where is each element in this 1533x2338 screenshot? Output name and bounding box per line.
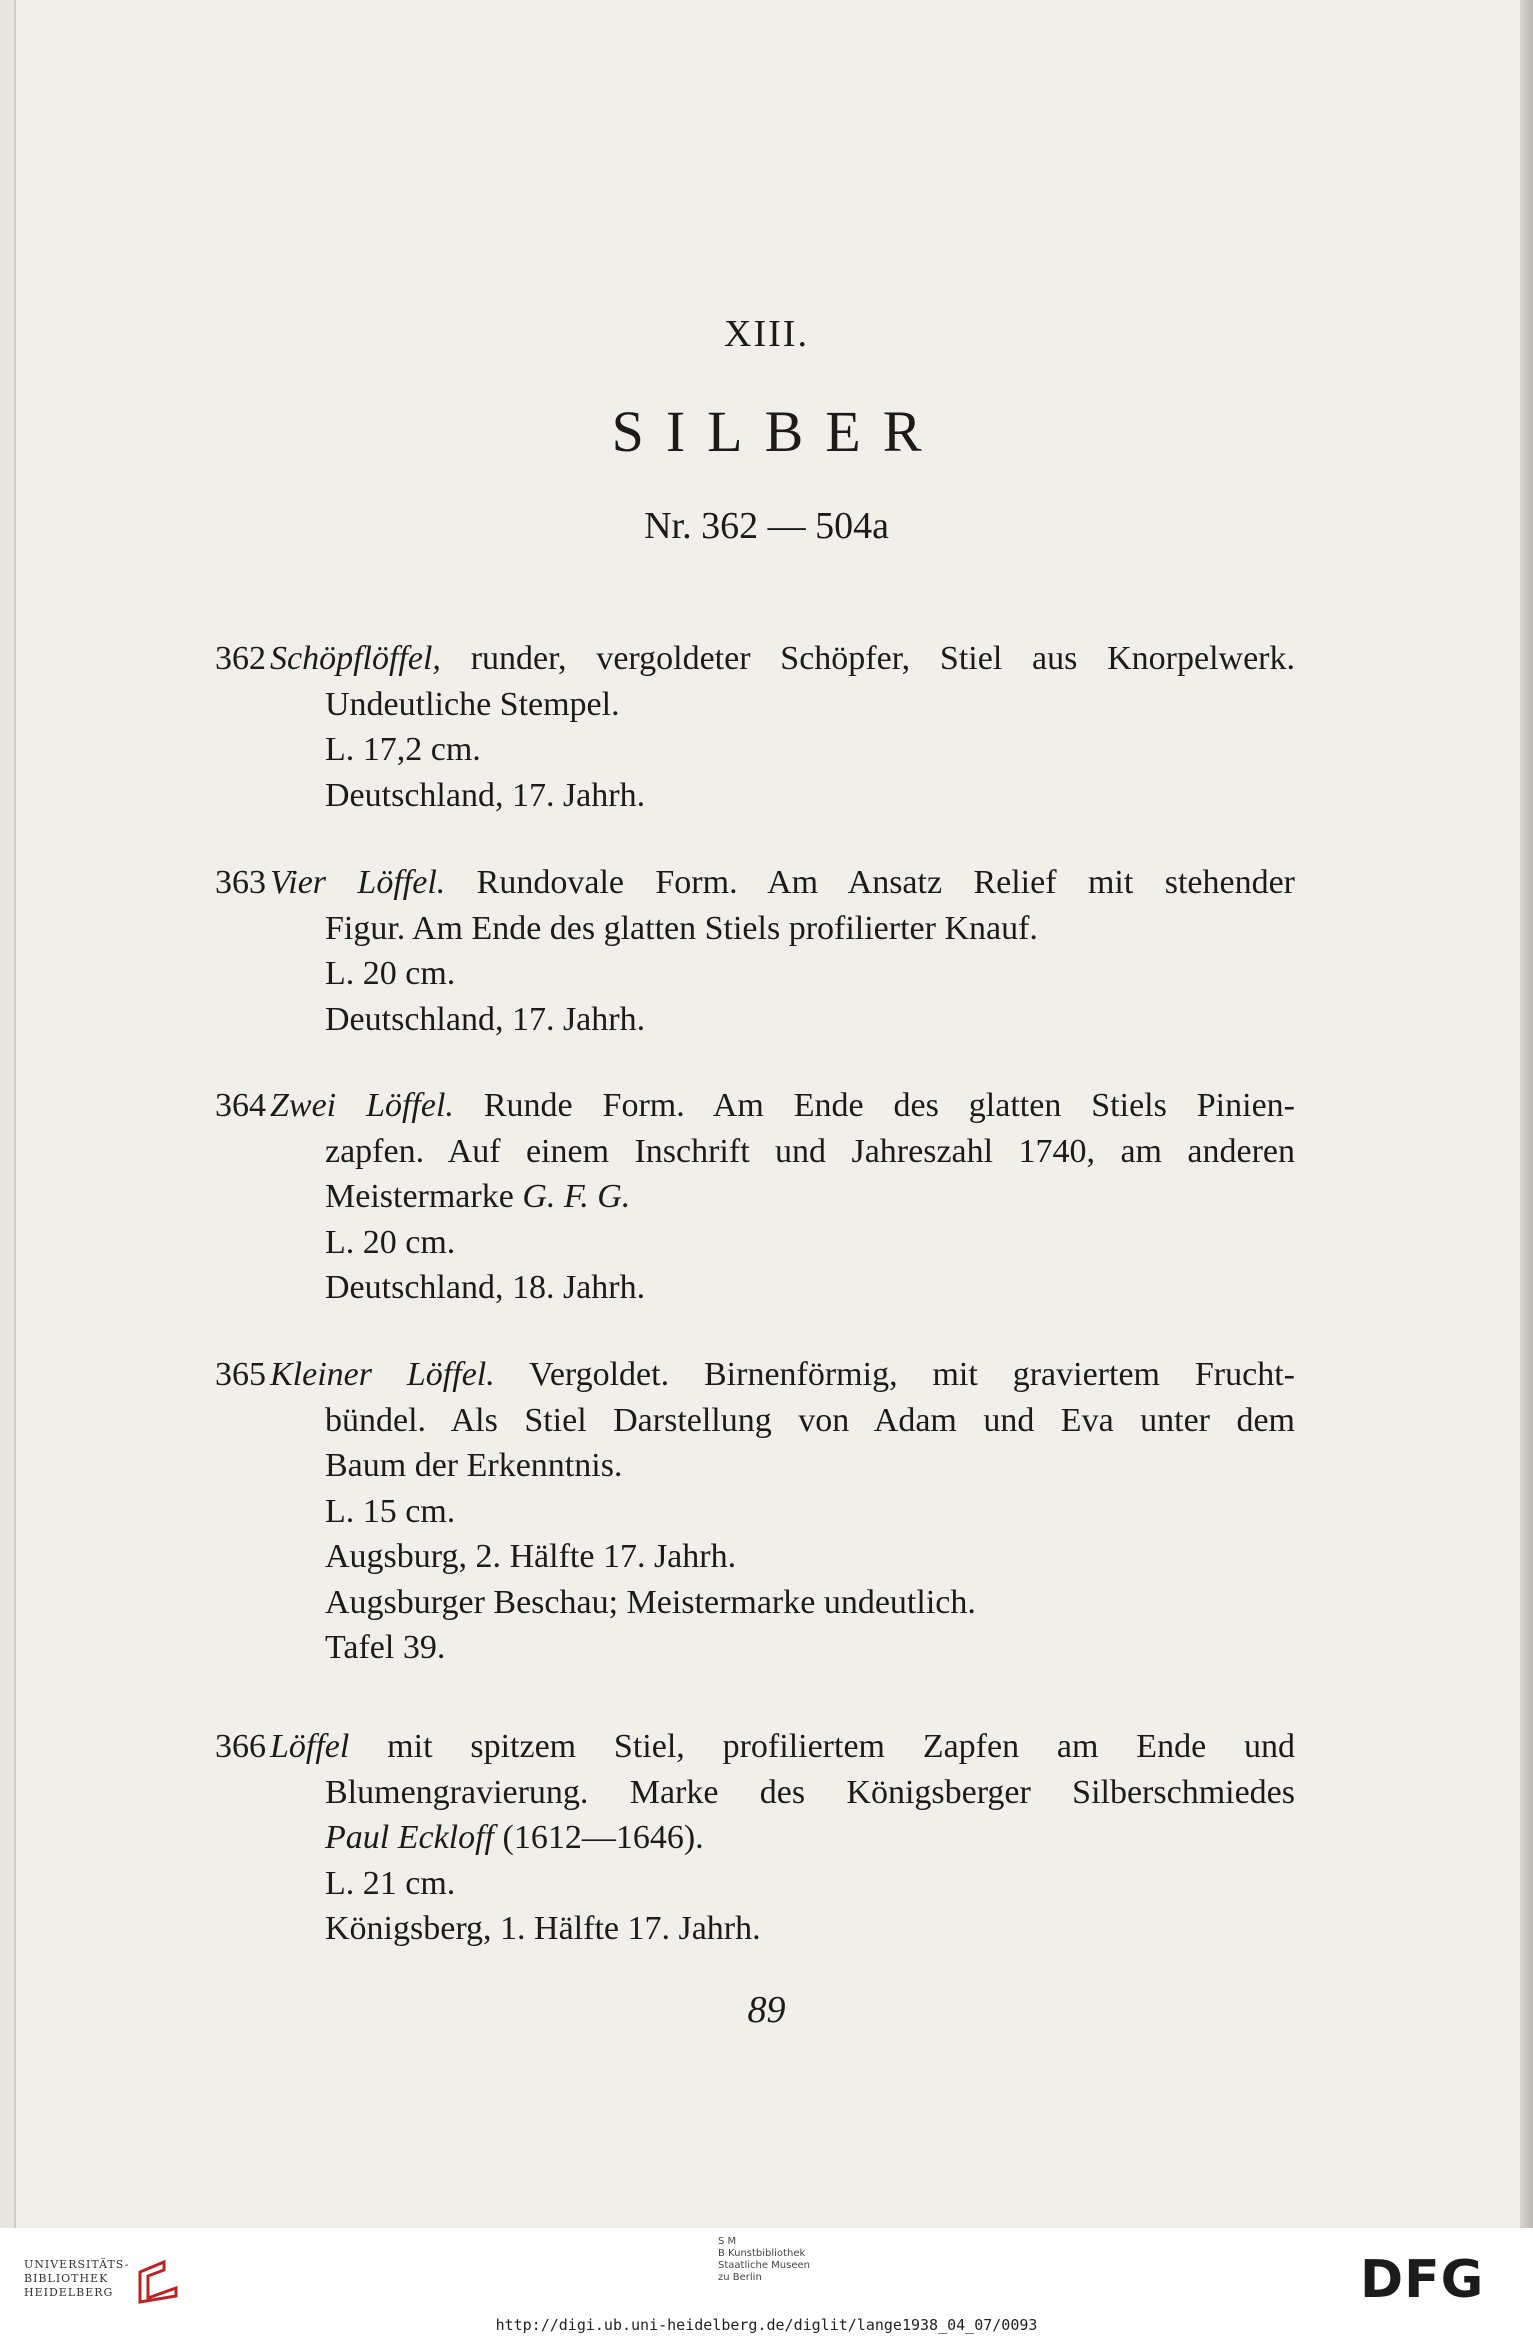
entry-line: zapfen. Auf einem Inschrift und Jahreszahl 1740, am anderen (325, 1132, 1295, 1170)
entry-line: Undeutliche Stempel. (325, 685, 620, 723)
entry-text: Rundovale Form. Am Ansatz Relief mit stehender (445, 864, 1295, 901)
entry-line: Baum der Erkenntnis. (325, 1447, 623, 1484)
entry-text: mit spitzem Stiel, profiliertem Zapfen am Ende und (349, 1728, 1295, 1765)
maker-name: Paul Eckloff (325, 1819, 495, 1856)
catalog-number-range: Nr. 362 — 504a (644, 505, 889, 547)
university-library-logo[interactable] (24, 2258, 194, 2318)
maker-mark: G. F. G. (522, 1178, 631, 1215)
entry-text: runder, vergoldeter Schöpfer, Stiel aus Knorpelwerk. (440, 640, 1295, 677)
entry-title: Kleiner Löffel. (270, 1356, 495, 1393)
entry-title: Zwei Löffel. (270, 1087, 454, 1124)
entry-origin: Deutschland, 17. Jahrh. (325, 776, 646, 814)
entry-plate: Tafel 39. (325, 1629, 446, 1666)
library-name: UNIVERSITÄTS- BIBLIOTHEK HEIDELBERG (24, 2258, 130, 2299)
entry-dimension: L. 20 cm. (325, 1223, 456, 1261)
museum-logo: S M B Kunstbibliothek Staatliche Museen zu Berlin (718, 2236, 810, 2283)
entry-first-line (215, 1083, 1295, 1129)
entry-text: Runde Form. Am Ende des glatten Stiels Pinien- (453, 1087, 1295, 1124)
entry-number: 362 (215, 640, 266, 677)
entry-line (215, 1174, 1295, 1220)
entry-line: Figur. Am Ende des glatten Stiels profilierter Knauf. (325, 909, 1038, 947)
catalog-entry (215, 1724, 1295, 1952)
entry-line (215, 1815, 1295, 1861)
library-mark-icon (134, 2258, 182, 2308)
viewer-footer (0, 2228, 1533, 2338)
catalog-entry (215, 636, 1295, 818)
entry-line: Blumengravierung. Marke des Königsberger Silberschmiedes (325, 1773, 1295, 1811)
entry-text: (1612—1646). (494, 1819, 704, 1856)
entry-title: Vier Löffel. (270, 864, 446, 901)
entry-first-line (215, 636, 1295, 682)
entry-origin: Augsburg, 2. Hälfte 17. Jahrh. (325, 1538, 737, 1575)
entry-mark: Augsburger Beschau; Meistermarke undeutlich. (325, 1583, 976, 1621)
entry-number: 363 (215, 864, 266, 901)
entry-text: Meistermarke (325, 1178, 523, 1215)
dfg-logo[interactable]: DFG (1360, 2250, 1485, 2310)
catalog-entry (215, 1083, 1295, 1311)
catalog-entry (215, 860, 1295, 1042)
entry-origin: Deutschland, 17. Jahrh. (325, 1000, 646, 1038)
entry-dimension: L. 15 cm. (325, 1492, 456, 1530)
page-number: 89 (747, 1989, 786, 2031)
chapter-number: XIII. (724, 313, 809, 355)
entry-text: Vergoldet. Birnenförmig, mit graviertem Frucht- (494, 1356, 1295, 1393)
catalog-entry (215, 1352, 1295, 1671)
entry-origin: Deutschland, 18. Jahrh. (325, 1269, 646, 1306)
entry-first-line (215, 860, 1295, 906)
section-title: SILBER (611, 399, 944, 464)
entry-number: 365 (215, 1356, 266, 1393)
entry-number: 364 (215, 1087, 266, 1124)
entry-dimension: L. 21 cm. (325, 1864, 456, 1902)
permalink-url[interactable]: http://digi.ub.uni-heidelberg.de/diglit/lange1938_04_07/0093 (495, 2316, 1038, 2334)
entry-title: Schöpflöffel, (270, 640, 441, 677)
entry-first-line (215, 1724, 1295, 1770)
entry-dimension: L. 17,2 cm. (325, 731, 481, 768)
entry-title: Löffel (270, 1728, 350, 1765)
entry-number: 366 (215, 1728, 266, 1765)
entry-line: bündel. Als Stiel Darstellung von Adam und Eva unter dem (325, 1401, 1295, 1439)
entry-first-line (215, 1352, 1295, 1398)
entry-dimension: L. 20 cm. (325, 955, 456, 992)
entry-origin: Königsberg, 1. Hälfte 17. Jahrh. (325, 1910, 761, 1947)
